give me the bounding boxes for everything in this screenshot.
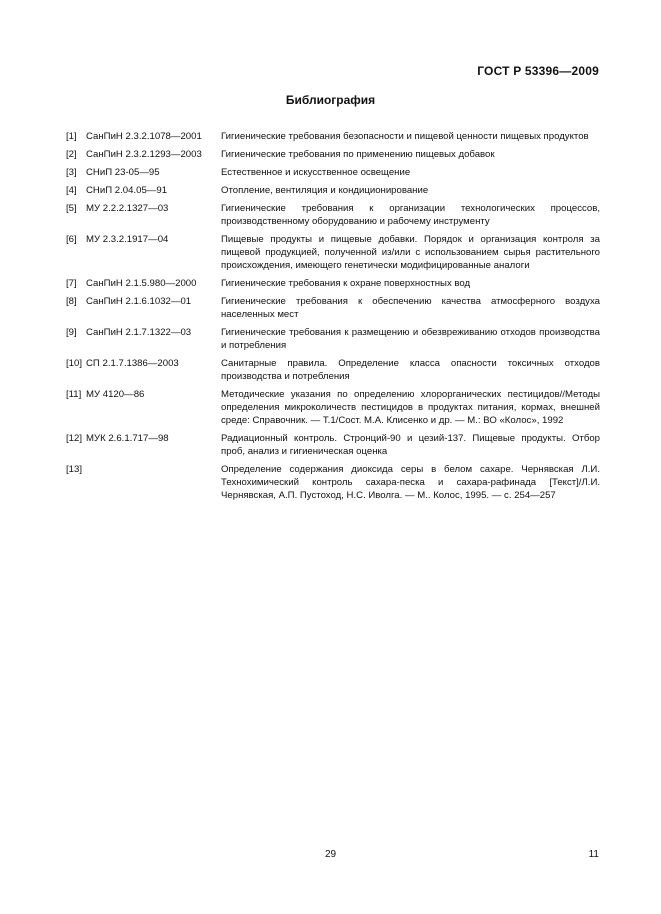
entry-code: СНиП 23-05—95	[86, 167, 160, 178]
bibliography-entry	[66, 277, 600, 290]
bibliography-entry	[66, 202, 600, 228]
bibliography-entry	[66, 357, 600, 383]
bibliography-entry	[66, 130, 600, 143]
entry-number: [4]	[66, 185, 77, 196]
entry-number: [13]	[66, 464, 83, 475]
entry-description: Гигиенические требования к размещению и обезвреживанию отходов производства и потребления	[221, 327, 600, 351]
entry-number: [9]	[66, 327, 77, 338]
entry-code: СанПиН 2.1.5.980—2000	[86, 278, 197, 289]
bibliography-entry	[66, 326, 600, 352]
entry-number: [6]	[66, 234, 77, 245]
entry-description: Определение содержания диоксида серы в белом сахаре. Чернявская Л.И. Технохимический контроль сахара-песка и сахара-рафинада [Текст]/Л.И. Чернявская, А.П. Пустоход, Н.С. Иволга. — М.. Колос, 1995. — с. 254—257	[221, 464, 600, 501]
bibliography-entry	[66, 233, 600, 272]
entry-code: СанПиН 2.1.6.1032—01	[86, 296, 192, 307]
entry-number: [1]	[66, 131, 77, 142]
entry-description: Гигиенические требования к охране поверхностных вод	[221, 278, 471, 289]
entry-number: [12]	[66, 433, 83, 444]
entry-number: [5]	[66, 203, 77, 214]
entry-number: [11]	[66, 389, 82, 400]
entry-description: Санитарные правила. Определение класса опасности токсичных отходов производства и потребления	[221, 358, 600, 382]
entry-number: [10]	[66, 358, 83, 369]
entry-description: Гигиенические требования к организации технологических процессов, производственному оборудованию и рабочему инструменту	[221, 203, 600, 227]
entry-code: МУ 2.3.2.1917—04	[86, 234, 169, 245]
entry-description: Гигиенические требования к обеспечению качества атмосферного воздуха населенных мест	[221, 296, 600, 320]
bibliography-title: Библиография	[285, 93, 376, 107]
entry-description: Методические указания по определению хлорорганических пестицидов//Методы определения микроколичеств пестицидов в продуктах питания, кормах, внешней среде: Справочник. — Т.1/Сост. М.А. Клисенко и др. — М.: ВО «Колос», 1992	[221, 389, 600, 426]
entry-code: СНиП 2.04.05—91	[86, 185, 168, 196]
entry-code: СанПиН 2.3.2.1293—2003	[86, 149, 202, 160]
bibliography-entry	[66, 432, 600, 458]
bibliography-entry	[66, 148, 600, 161]
entry-code	[82, 463, 221, 502]
entry-code: МУ 2.2.2.1327—03	[86, 203, 169, 214]
entry-code: СанПиН 2.1.7.1322—03	[86, 327, 192, 338]
entry-description: Гигиенические требования безопасности и пищевой ценности пищевых продуктов	[221, 131, 589, 142]
entry-description: Радиационный контроль. Стронций-90 и цезий-137. Пищевые продукты. Отбор проб, анализ и гигиеническая оценка	[221, 433, 600, 457]
bibliography-list	[66, 130, 600, 507]
bibliography-entry	[66, 166, 600, 179]
document-code: ГОСТ Р 53396—2009	[477, 64, 599, 78]
entry-code: МУ 4120—86	[86, 389, 145, 400]
bibliography-entry	[66, 184, 600, 197]
page-number-center: 29	[324, 849, 337, 860]
entry-code: СП 2.1.7.1386—2003	[86, 358, 179, 369]
entry-number: [8]	[66, 296, 77, 307]
entry-description: Пищевые продукты и пищевые добавки. Порядок и организация контроля за пищевой продукцией, полученной из/или с использованием сырья растительного происхождения, имеющего генетически модифицированные аналоги	[221, 234, 600, 271]
entry-description: Естественное и искусственное освещение	[221, 167, 411, 178]
bibliography-entry	[66, 388, 600, 427]
entry-code: СанПиН 2.3.2.1078—2001	[86, 131, 202, 142]
entry-number: [2]	[66, 149, 77, 160]
bibliography-entry	[66, 295, 600, 321]
entry-description: Отопление, вентиляция и кондиционирование	[221, 185, 429, 196]
page-number-right: 11	[588, 849, 599, 860]
bibliography-entry	[66, 463, 600, 502]
entry-number: [3]	[66, 167, 77, 178]
entry-code: МУК 2.6.1.717—98	[86, 433, 169, 444]
entry-description: Гигиенические требования по применению пищевых добавок	[221, 149, 495, 160]
entry-number: [7]	[66, 278, 77, 289]
